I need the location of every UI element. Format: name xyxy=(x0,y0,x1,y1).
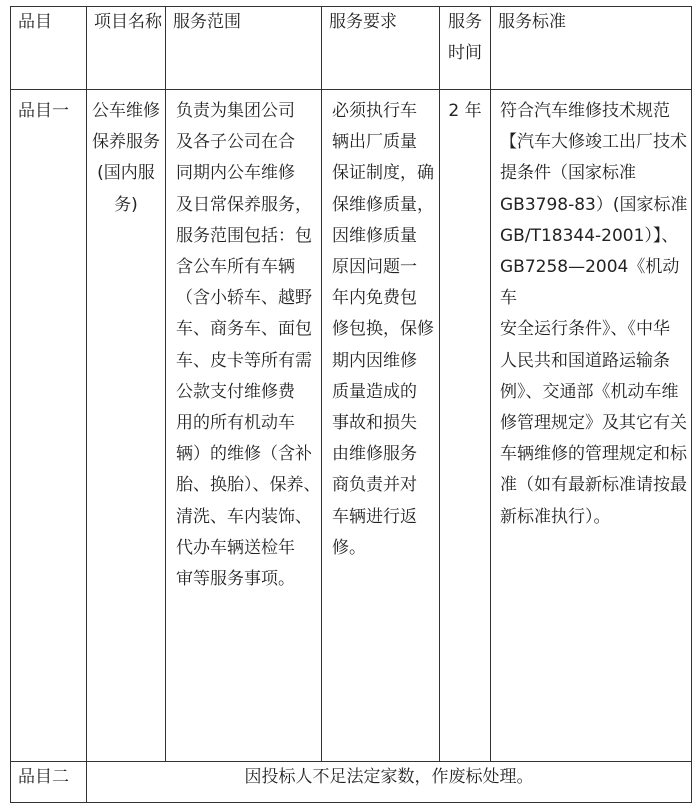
cell-service-standard: 符合汽车维修技术规范 【汽车大修竣工出厂技术 提条件（国家标准 GB3798-83）(国家标准 GB/T18344-2001）】、 GB7258—2004《机动车 安全运行条件》、《中华 人民共和国道路运输条 例》、交通部《机动车维 修管理规定》及其它有关 车辆维修的管理规定和标 准（如有最新标准请按最 新标准执行）。 xyxy=(491,90,692,762)
header-service-standard: 服务标准 xyxy=(491,7,692,90)
header-service-time: 服务 时间 xyxy=(440,7,491,90)
header-service-requirement: 服务要求 xyxy=(322,7,440,90)
service-spec-table xyxy=(10,6,692,803)
table-header-row xyxy=(11,7,692,90)
cell-service-scope: 负责为集团公司 及各子公司在合 同期内公车维修 及日常保养服务， 服务范围包括：包 含公车所有车辆 （含小轿车、越野 车、商务车、面包 车、皮卡等所有需 公款支付维修费 用的所有机动车 辆）的维修（含补 胎、换胎）、保养、 清洗、车内装饰、 代办车辆送检年 审等服务事项。 xyxy=(166,90,322,762)
table-row xyxy=(11,762,692,803)
header-service-scope: 服务范围 xyxy=(166,7,322,90)
cell-service-time: 2 年 xyxy=(440,90,491,762)
header-project-name: 项目名称 xyxy=(87,7,166,90)
cell-item: 品目一 xyxy=(11,90,87,762)
cell-merged-note: 因投标人不足法定家数，作废标处理。 xyxy=(87,762,692,803)
cell-project-name: 公车维修 保养服务 (国内服 务) xyxy=(87,90,166,762)
cell-service-requirement: 必须执行车 辆出厂质量 保证制度，确 保维修质量， 因维修质量 原因问题一 年内免费包 修包换，保修 期内因维修 质量造成的 事故和损失 由维修服务 商负责并对 车辆进行返 修。 xyxy=(322,90,440,762)
table-row xyxy=(11,90,692,762)
header-item: 品目 xyxy=(11,7,87,90)
cell-item: 品目二 xyxy=(11,762,87,803)
